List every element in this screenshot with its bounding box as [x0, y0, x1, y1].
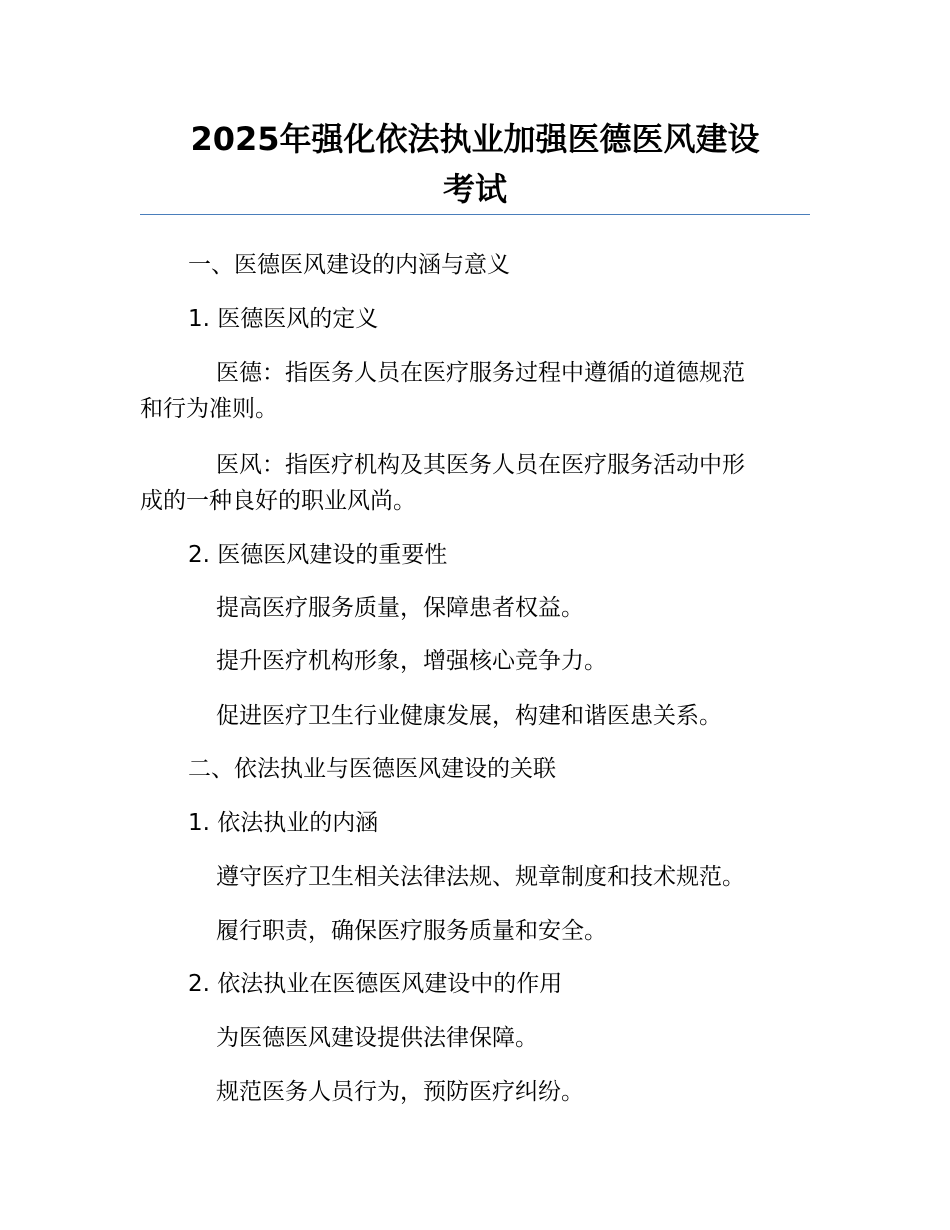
list-item: 规范医务人员行为，预防医疗纠纷。: [216, 1079, 584, 1105]
list-item: 促进医疗卫生行业健康发展，构建和谐医患关系。: [216, 703, 722, 729]
list-item: 遵守医疗卫生相关法律法规、规章制度和技术规范。: [216, 864, 745, 890]
paragraph-yide-line-2: 和行为准则。: [140, 396, 278, 422]
subheading-1-1: 1. 医德医风的定义: [188, 306, 379, 332]
list-item: 为医德医风建设提供法律保障。: [216, 1025, 538, 1051]
title-underline: [140, 214, 810, 215]
document-title: [140, 114, 810, 214]
subheading-2-1: 1. 依法执业的内涵: [188, 810, 379, 836]
paragraph-yide-line-1: 医德：指医务人员在医疗服务过程中遵循的道德规范: [216, 360, 745, 386]
subheading-1-2: 2. 医德医风建设的重要性: [188, 542, 448, 568]
paragraph-yifeng-line-2: 成的一种良好的职业风尚。: [140, 488, 416, 514]
paragraph-yifeng-line-1: 医风：指医疗机构及其医务人员在医疗服务活动中形: [216, 452, 745, 478]
list-item: 提高医疗服务质量，保障患者权益。: [216, 595, 584, 621]
subheading-2-2: 2. 依法执业在医德医风建设中的作用: [188, 971, 563, 997]
section-heading-2: 二、依法执业与医德医风建设的关联: [188, 756, 556, 782]
list-item: 提升医疗机构形象，增强核心竞争力。: [216, 648, 607, 674]
section-heading-1: 一、医德医风建设的内涵与意义: [188, 252, 510, 278]
title-line-1: 2025年强化依法执业加强医德医风建设: [190, 120, 760, 158]
title-line-2: 考试: [442, 170, 507, 208]
list-item: 履行职责，确保医疗服务质量和安全。: [216, 918, 607, 944]
